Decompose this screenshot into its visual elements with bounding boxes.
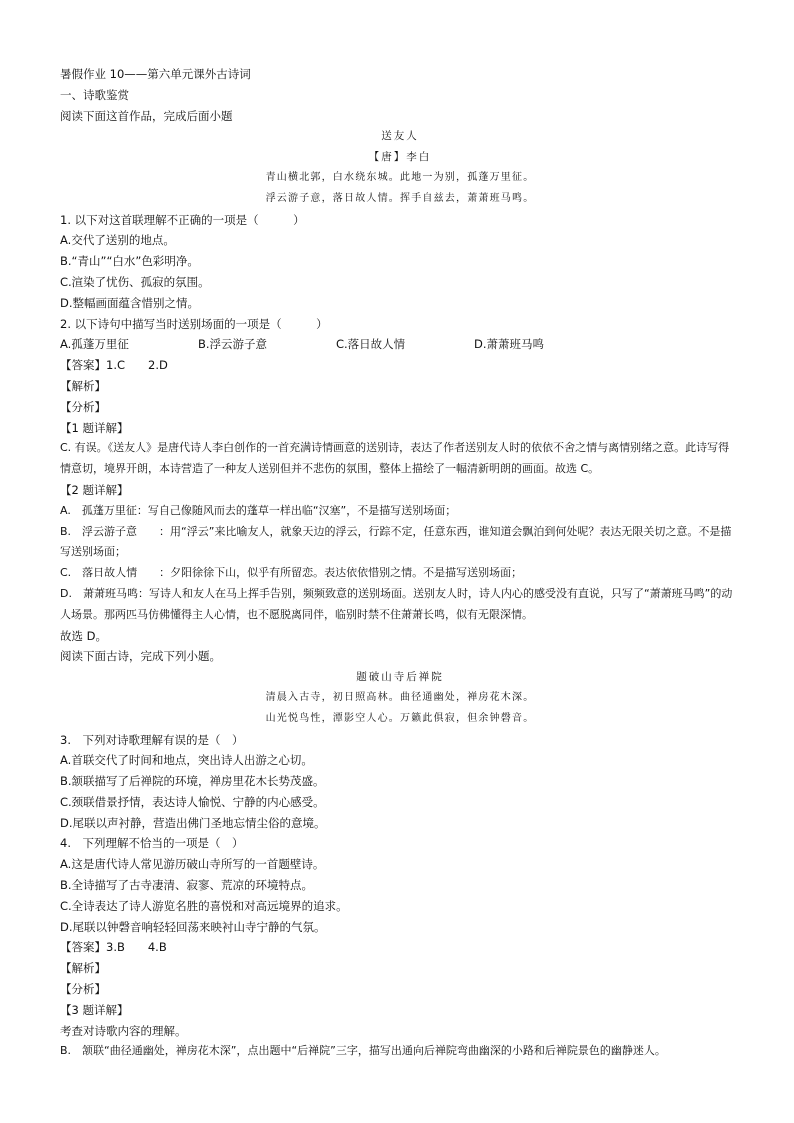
question-stem: 4. 下列理解不恰当的一项是（ ） [60,836,244,851]
question-option: D.萧萧班马鸣 [474,337,545,352]
question-option: C.渲染了忧伤、孤寂的氛围。 [60,274,210,289]
question-option: D.尾联以声衬静，营造出佛门圣地忘情尘俗的意境。 [60,815,326,830]
question-option: A.这是唐代诗人常见游历破山寺所写的一首题壁诗。 [60,857,325,872]
analysis-label: 【解析】 [60,378,106,393]
question-options-row [60,334,740,355]
detail-text: B. 颔联“曲径通幽处，禅房花木深”，点出题中“后禅院”三字，描写出通向后禅院弯曲幽深的小路和后禅院景色的幽静迷人。 [60,1044,666,1058]
question-option: D.整幅画面蕴含惜别之情。 [60,295,200,310]
section-heading: 一、诗歌鉴赏 [60,87,129,102]
question-option: A.首联交代了时间和地点，突出诗人出游之心切。 [60,753,313,768]
detail-text: B. 浮云游子意 ：用“浮云”来比喻友人，就象天边的浮云，行踪不定，任意东西，谁知道会飘泊到何处呢？表达无限关切之意。不是描写送别场面； [60,524,732,559]
detail-text: 考查对诗歌内容的理解。 [60,1023,187,1038]
question-option: B.全诗描写了古寺凄清、寂寥、荒凉的环境特点。 [60,878,314,893]
question-option: C.落日故人情 [336,337,406,352]
instruction-text: 阅读下面古诗，完成下列小题。 [60,649,221,664]
question-option: B.颔联描写了后禅院的环境，禅房里花木长势茂盛。 [60,774,325,789]
question-option: B.“青山”“白水”色彩明净。 [60,254,199,269]
poem-author: 【唐】李白 [368,151,432,164]
poem-title: 题破山寺后禅院 [356,671,444,684]
question-stem: 2. 以下诗句中描写当时送别场面的一项是（ ） [60,316,328,331]
poem-line: 清晨入古寺，初日照高林。曲径通幽处，禅房花木深。 [265,691,535,703]
question-option: B.浮云游子意 [198,337,268,352]
poem-line: 青山横北郭，白水绕东城。此地一为别，孤蓬万里征。 [265,171,535,183]
question-stem: 1. 以下对这首联理解不正确的一项是（ ） [60,212,305,227]
question-stem: 3. 下列对诗歌理解有误的是（ ） [60,732,244,747]
document-page [60,64,740,1062]
document-title: 暑假作业 10——第六单元课外古诗词 [60,67,251,81]
conclusion-text: 故选 D。 [60,628,108,643]
poem-title: 送友人 [381,130,419,143]
analysis-label: 【分析】 [60,982,106,997]
answer-label: 【答案】3.B 4.B [60,940,167,955]
answer-label: 【答案】1.C 2.D [60,358,168,373]
detail-text: A. 孤蓬万里征：写自己像随风而去的蓬草一样出临“汉塞”，不是描写送别场面； [60,503,457,517]
detail-label: 【2 题详解】 [60,482,129,497]
detail-text: C. 有误。《送友人》是唐代诗人李白创作的一首充满诗情画意的送别诗，表达了作者送别友人时的依依不舍之情与离情别绪之意。此诗写得情意切，境界开朗，本诗营造了一种友人送别但并不悲伤的氛围，整体上描绘了一幅清新明朗的画面。故选 C。 [60,441,730,476]
question-option: C.全诗表达了诗人游览名胜的喜悦和对高远境界的追求。 [60,898,348,913]
detail-label: 【3 题详解】 [60,1002,129,1017]
question-option: A.交代了送别的地点。 [60,233,175,248]
question-option: D.尾联以钟磬音响轻轻回荡来映衬山寺宁静的气氛。 [60,919,326,934]
detail-text: C. 落日故人情 ：夕阳徐徐下山，似乎有所留恋。表达依依惜别之情。不是描写送别场面； [60,566,523,580]
instruction-text: 阅读下面这首作品，完成后面小题 [60,108,233,123]
question-option: C.颈联借景抒情，表达诗人愉悦、宁静的内心感受。 [60,794,325,809]
poem-line: 浮云游子意，落日故人情。挥手自兹去，萧萧班马鸣。 [265,192,535,204]
poem-line: 山光悦鸟性，潭影空人心。万籁此俱寂，但余钟磬音。 [265,712,535,724]
detail-label: 【1 题详解】 [60,420,129,435]
analysis-label: 【分析】 [60,399,106,414]
question-option: A.孤蓬万里征 [60,337,129,352]
analysis-label: 【解析】 [60,961,106,976]
detail-text: D. 萧萧班马鸣：写诗人和友人在马上挥手告别，频频致意的送别场面。送别友人时，诗人内心的感受没有直说，只写了“萧萧班马鸣”的动人场景。那两匹马仿佛懂得主人心情，也不愿脱离同伴，临别时禁不住萧萧长鸣，似有无限深情。 [60,586,733,621]
